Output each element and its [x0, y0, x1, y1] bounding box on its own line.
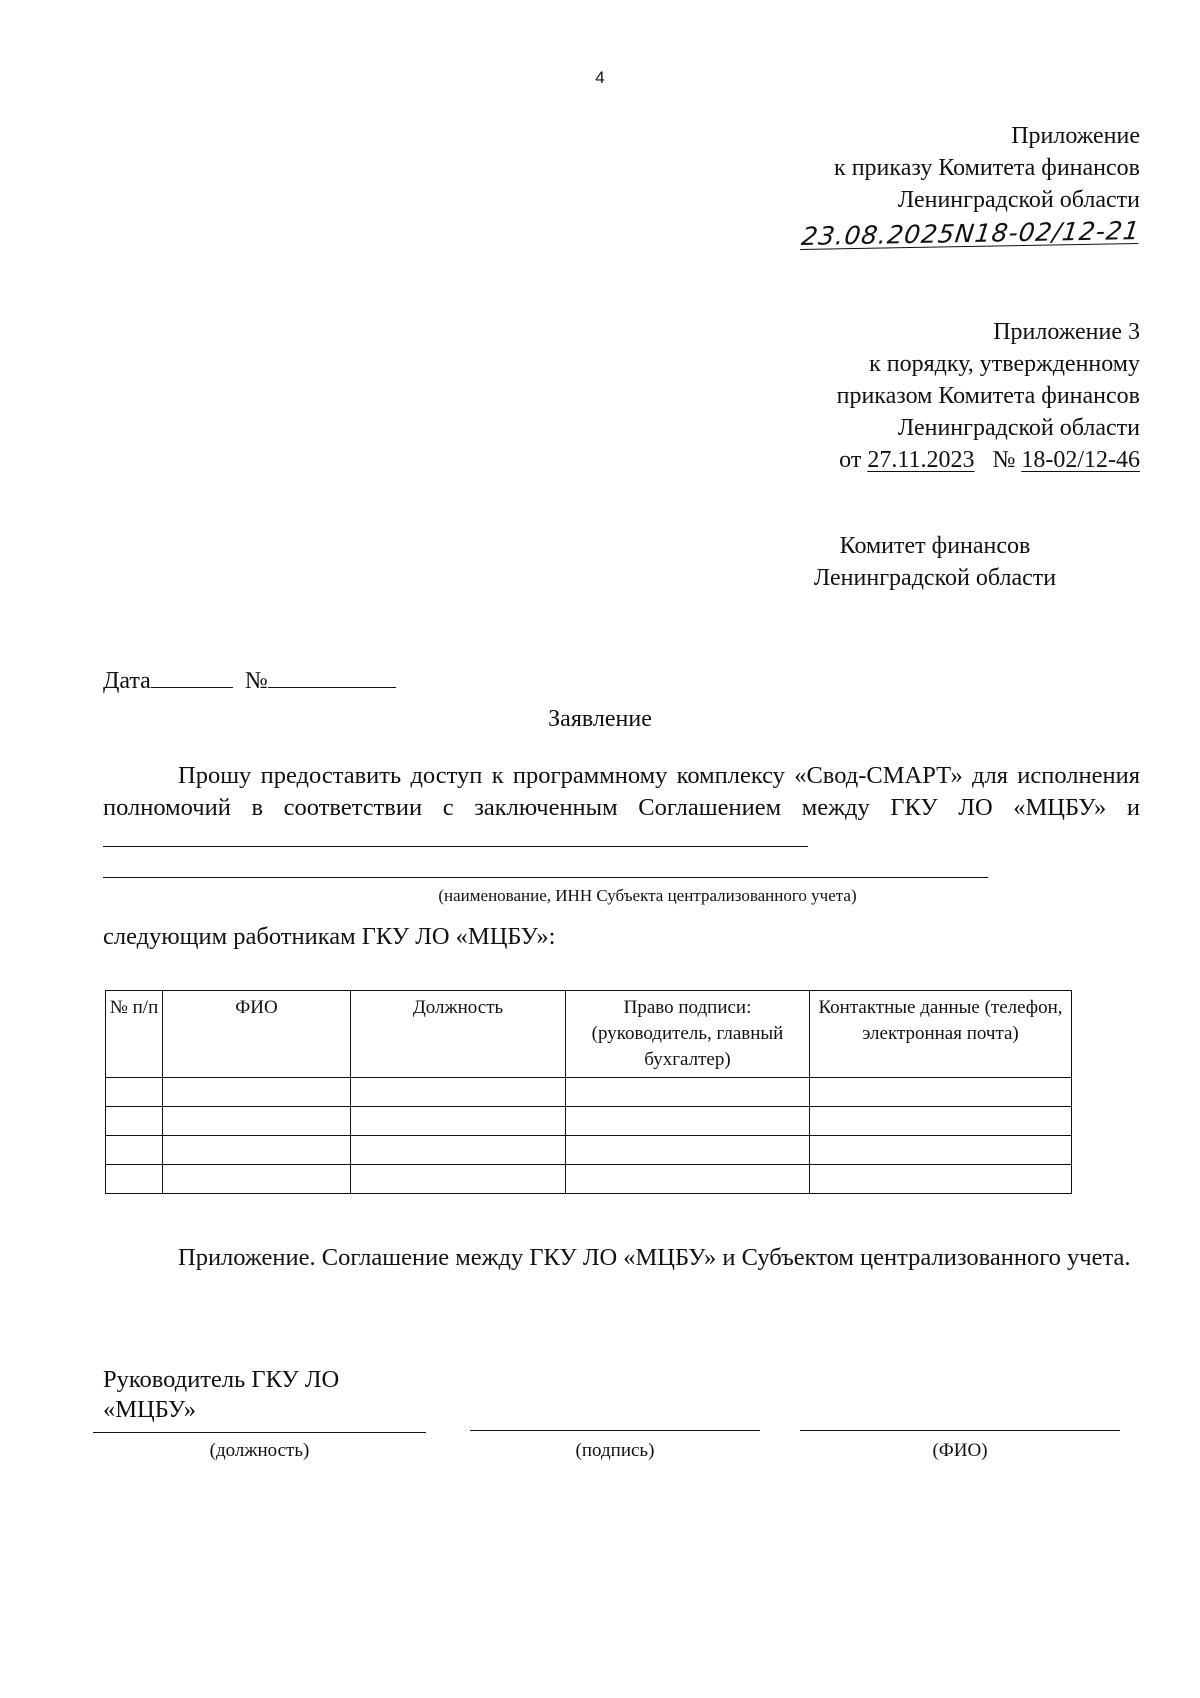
number-blank — [268, 663, 396, 688]
table-cell[interactable] — [106, 1078, 163, 1107]
table-cell[interactable] — [163, 1078, 351, 1107]
header1-line: Ленинградской области — [897, 187, 1140, 213]
handwritten-order-reference: 23.08.2025N18-02/12-21 — [800, 216, 1143, 251]
table-cell[interactable] — [810, 1165, 1072, 1194]
procedure-appendix-header — [837, 316, 1140, 476]
number-label: № — [244, 668, 268, 694]
signatory-title-line: «МЦБУ» — [103, 1396, 196, 1423]
number-prefix: № — [992, 447, 1016, 473]
table-cell[interactable] — [566, 1165, 810, 1194]
page-number: 4 — [595, 68, 605, 87]
header1-line: к приказу Комитета финансов — [834, 155, 1140, 181]
entity-caption: (наименование, ИНН Субъекта централизованного учета) — [438, 886, 857, 905]
fio-caption: (ФИО) — [932, 1440, 988, 1461]
table-cell[interactable] — [566, 1136, 810, 1165]
header2-line: к порядку, утвержденному — [869, 351, 1140, 377]
order-date: 27.11.2023 — [867, 447, 975, 473]
date-label: Дата — [103, 668, 151, 694]
table-cell[interactable] — [351, 1136, 566, 1165]
table-row — [106, 1107, 1072, 1136]
order-number: 18-02/12-46 — [1021, 447, 1140, 473]
table-cell[interactable] — [163, 1165, 351, 1194]
table-cell[interactable] — [351, 1078, 566, 1107]
col-header-position: Должность — [351, 991, 566, 1078]
col-header-fio: ФИО — [163, 991, 351, 1078]
order-date-number — [837, 444, 1140, 476]
entity-name-blank-line — [103, 877, 988, 878]
table-cell[interactable] — [163, 1136, 351, 1165]
table-cell[interactable] — [351, 1165, 566, 1194]
table-cell[interactable] — [106, 1165, 163, 1194]
col-header-number: № п/п — [106, 991, 163, 1078]
date-number-line — [103, 663, 396, 695]
table-cell[interactable] — [566, 1107, 810, 1136]
col-header-signature-right: Право подписи: (руководитель, главный бухгалтер) — [566, 991, 810, 1078]
header2-line: Приложение 3 — [993, 319, 1140, 345]
position-caption: (должность) — [209, 1440, 310, 1461]
table-cell[interactable] — [351, 1107, 566, 1136]
table-cell[interactable] — [810, 1107, 1072, 1136]
signature-line — [470, 1430, 760, 1431]
addressee — [735, 530, 1135, 594]
fio-line — [800, 1430, 1120, 1431]
header2-line: Ленинградской области — [897, 415, 1140, 441]
table-cell[interactable] — [106, 1107, 163, 1136]
request-paragraph — [103, 760, 1140, 856]
col-header-contacts: Контактные данные (телефон, электронная почта) — [810, 991, 1072, 1078]
table-cell[interactable] — [810, 1136, 1072, 1165]
table-cell[interactable] — [566, 1078, 810, 1107]
position-line — [93, 1432, 426, 1433]
table-row — [106, 1078, 1072, 1107]
header1-line: Приложение — [1011, 123, 1140, 149]
request-text: Прошу предоставить доступ к программному комплексу «Свод-СМАРТ» для исполнения полномочий в соответствии с заключенным Соглашением между ГКУ ЛО «МЦБУ» и — [103, 762, 1140, 821]
signatory-title — [103, 1365, 339, 1425]
appendix-text: Приложение. Соглашение между ГКУ ЛО «МЦБУ» и Субъектом централизованного учета. — [178, 1244, 1131, 1271]
table-cell[interactable] — [163, 1107, 351, 1136]
order-appendix-header — [800, 120, 1143, 251]
signature-caption: (подпись) — [575, 1440, 655, 1461]
header2-line: приказом Комитета финансов — [836, 383, 1140, 409]
date-blank — [151, 663, 233, 688]
addressee-line: Ленинградской области — [813, 565, 1057, 591]
table-cell[interactable] — [106, 1136, 163, 1165]
date-prefix: от — [839, 447, 862, 473]
appendix-paragraph — [103, 1242, 1140, 1274]
addressee-line: Комитет финансов — [839, 533, 1031, 559]
table-row — [106, 1136, 1072, 1165]
employees-table — [105, 990, 1072, 1194]
signatory-title-line: Руководитель ГКУ ЛО — [103, 1366, 340, 1393]
table-row — [106, 1165, 1072, 1194]
entity-name-blank — [103, 826, 808, 847]
table-cell[interactable] — [810, 1078, 1072, 1107]
employees-lead-in: следующим работникам ГКУ ЛО «МЦБУ»: — [103, 923, 556, 950]
document-title: Заявление — [548, 706, 652, 732]
